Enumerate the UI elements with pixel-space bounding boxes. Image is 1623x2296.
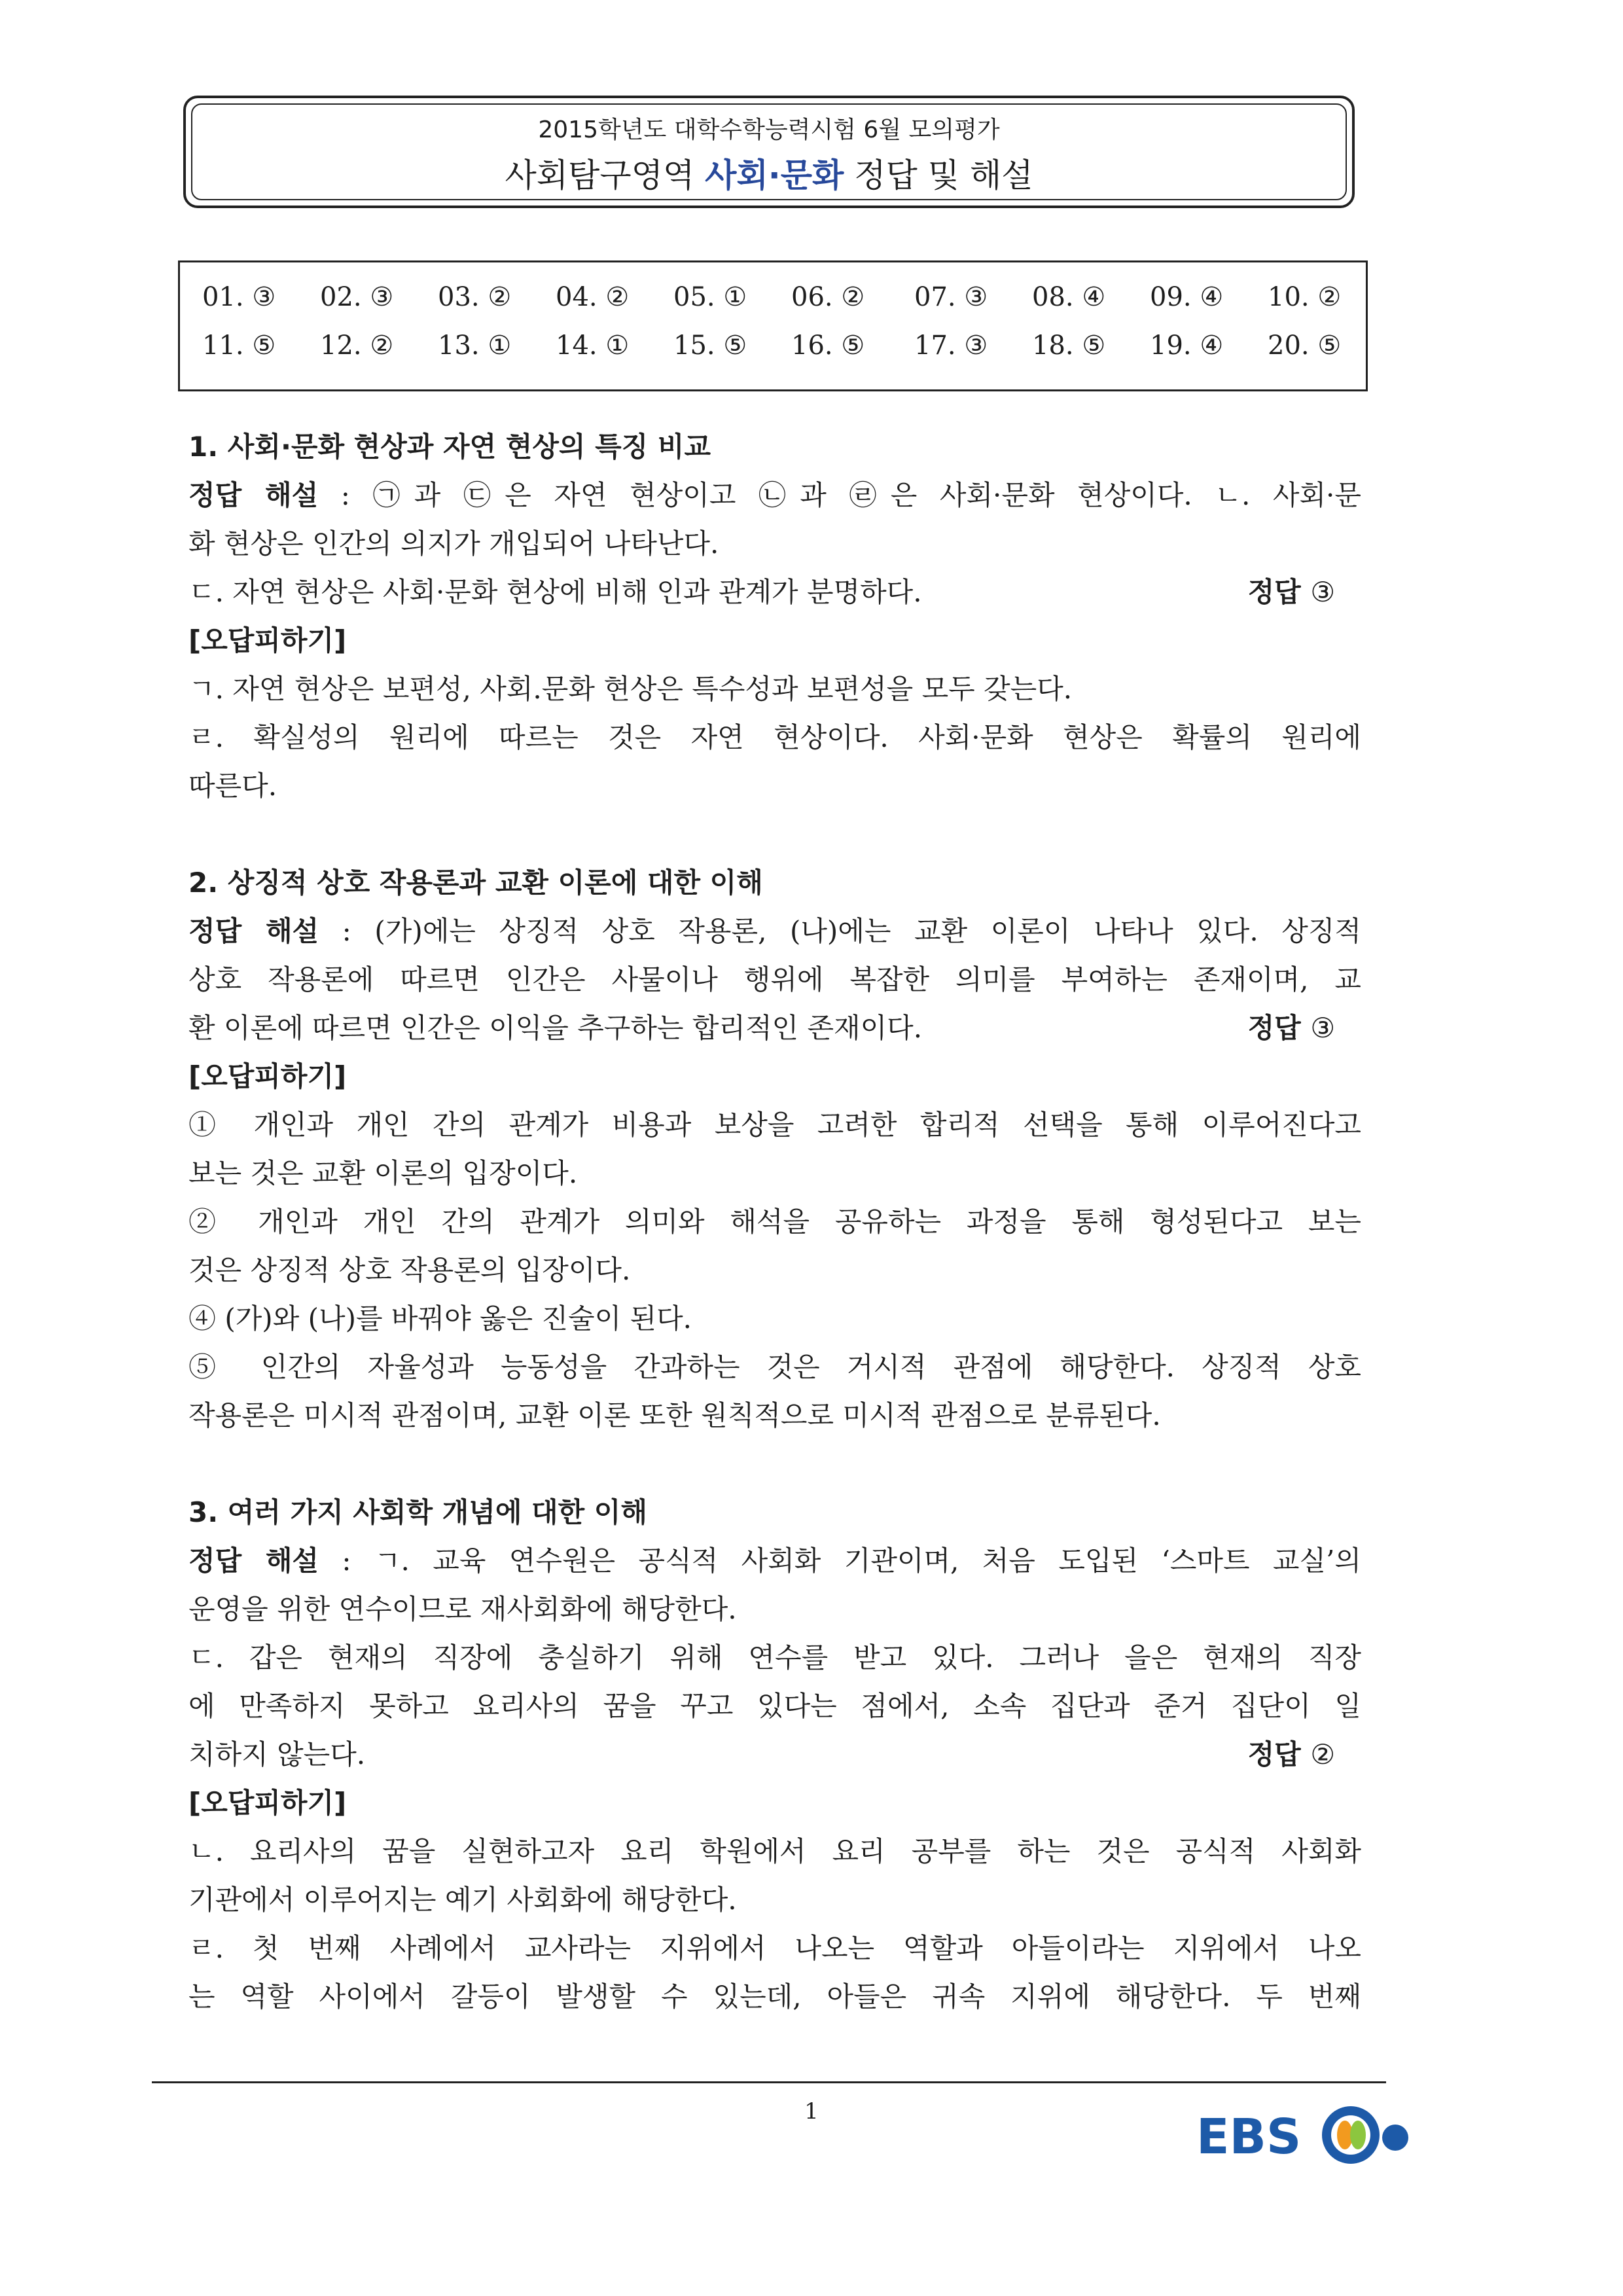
answer-choice: ① — [488, 331, 512, 361]
answer-number: 08. — [1032, 282, 1074, 312]
label-colon: : — [318, 479, 373, 511]
answer-number: 03. — [438, 282, 480, 312]
label-colon: : — [318, 1545, 374, 1577]
answer-number: 14. — [556, 331, 597, 361]
answer-choice: ③ — [252, 282, 276, 312]
question-3-wrong-line: ㄹ. 첫 번째 사례에서 교사라는 지위에서 나오는 역할과 아들이라는 지위에서 나오 — [188, 1932, 1361, 1964]
answer-cell — [556, 331, 629, 361]
answer-number: 12. — [320, 331, 362, 361]
question-1-wrong-line: 따른다. — [188, 770, 277, 802]
answer-choice: ① — [723, 282, 747, 312]
explanation-text: ㄷ. 자연 현상은 사회·문화 현상에 비해 인과 관계가 분명하다. — [188, 576, 922, 608]
answer-cell — [320, 331, 393, 361]
wrong-answer-heading: [오답피하기] — [188, 1787, 347, 1819]
answer-tag — [1248, 1004, 1335, 1052]
answer-cell — [673, 282, 747, 312]
answer-number: 20. — [1268, 331, 1310, 361]
answer-choice: ② — [370, 331, 394, 361]
answer-cell — [202, 282, 276, 312]
footer-divider — [152, 2081, 1386, 2083]
answer-choice: ④ — [1082, 282, 1106, 312]
answer-cell — [202, 331, 276, 361]
answer-choice: ③ — [370, 282, 394, 312]
wrong-answer-heading: [오답피하기] — [188, 624, 347, 656]
answer-number: 04. — [556, 282, 597, 312]
answer-number: 01. — [202, 282, 244, 312]
explanation-text: ㄱ. 교육 연수원은 공식적 사회화 기관이며, 처음 도입된 ‘스마트 교실’의 — [374, 1545, 1361, 1577]
question-3-title: 3. 여러 가지 사회학 개념에 대한 이해 — [188, 1496, 647, 1528]
wrong-answer-heading: [오답피하기] — [188, 1060, 347, 1092]
answer-choice: ⑤ — [1082, 331, 1106, 361]
answer-choice: ④ — [1200, 282, 1224, 312]
question-3-wrong-line: 기관에서 이루어지는 예기 사회화에 해당한다. — [188, 1884, 737, 1916]
answer-cell — [791, 282, 865, 312]
title-prefix: 사회탐구영역 — [505, 156, 705, 194]
answer-number: 07. — [914, 282, 956, 312]
answer-number: 16. — [791, 331, 833, 361]
explanation-text: ㉠과 ㉢은 자연 현상이고 ㉡과 ㉣은 사회·문화 현상이다. ㄴ. 사회·문 — [372, 479, 1361, 511]
question-2-wrong-line: ④ (가)와 (나)를 바꿔야 옳은 진술이 된다. — [188, 1302, 692, 1335]
answer-cell — [1268, 331, 1341, 361]
answer-choice: ① — [605, 331, 630, 361]
spacer — [188, 1440, 1361, 1488]
page-number: 1 — [804, 2098, 819, 2125]
question-1-explanation-line — [188, 471, 1361, 520]
question-2-explanation-line — [188, 1004, 1361, 1052]
explanation-text: 환 이론에 따르면 인간은 이익을 추구하는 합리적인 존재이다. — [188, 1012, 923, 1044]
answer-value: ③ — [1310, 1012, 1335, 1044]
answer-number: 17. — [914, 331, 956, 361]
answer-number: 05. — [673, 282, 715, 312]
answer-choice: ③ — [964, 331, 988, 361]
answer-number: 02. — [320, 282, 362, 312]
answer-choice: ③ — [964, 282, 988, 312]
question-2-wrong-line: 작용론은 미시적 관점이며, 교환 이론 또한 원칙적으로 미시적 관점으로 분류된다. — [188, 1399, 1161, 1431]
answer-table — [178, 260, 1368, 391]
explanation-text: 치하지 않는다. — [188, 1738, 366, 1770]
explanation-content — [188, 423, 1361, 2021]
answer-cell — [791, 331, 865, 361]
answer-choice: ② — [1317, 282, 1342, 312]
document-title — [186, 149, 1352, 196]
explanation-label: 정답 해설 — [188, 915, 319, 947]
question-2-wrong-line: 것은 상징적 상호 작용론의 입장이다. — [188, 1254, 631, 1286]
question-2-wrong-line: 보는 것은 교환 이론의 입장이다. — [188, 1157, 578, 1189]
answer-number: 13. — [438, 331, 480, 361]
question-3-explanation-line — [188, 1537, 1361, 1585]
spacer — [188, 810, 1361, 859]
answer-number: 18. — [1032, 331, 1074, 361]
explanation-label: 정답 해설 — [188, 1545, 319, 1577]
question-2-wrong-line: ⑤ 인간의 자율성과 능동성을 간과하는 것은 거시적 관점에 해당한다. 상징적 상호 — [188, 1351, 1361, 1383]
answer-cell — [914, 331, 988, 361]
answer-choice: ⑤ — [252, 331, 276, 361]
question-3-wrong-line: 는 역할 사이에서 갈등이 발생할 수 있는데, 아들은 귀속 지위에 해당한다. 두 번째 — [188, 1981, 1361, 2013]
answer-label: 정답 — [1247, 1738, 1301, 1770]
question-2-explanation-line — [188, 907, 1361, 956]
answer-row-2 — [202, 331, 1359, 370]
answer-cell — [320, 282, 393, 312]
answer-tag — [1248, 1731, 1335, 1779]
answer-number: 19. — [1150, 331, 1192, 361]
question-1-title: 1. 사회·문화 현상과 자연 현상의 특징 비교 — [188, 431, 711, 463]
answer-cell — [556, 282, 629, 312]
question-1-wrong-line: ㄹ. 확실성의 원리에 따르는 것은 자연 현상이다. 사회·문화 현상은 확률의 원리에 — [188, 721, 1361, 753]
question-3-explanation-line: ㄷ. 갑은 현재의 직장에 충실하기 위해 연수를 받고 있다. 그러나 을은 현재의 직장 — [188, 1641, 1361, 1674]
question-2-explanation-line: 상호 작용론에 따르면 인간은 사물이나 행위에 복잡한 의미를 부여하는 존재이며, 교 — [188, 963, 1361, 996]
question-3-explanation-line: 에 만족하지 못하고 요리사의 꿈을 꾸고 있다는 점에서, 소속 집단과 준거 집단이 일 — [188, 1690, 1361, 1722]
title-box — [183, 96, 1355, 208]
answer-choice: ② — [488, 282, 512, 312]
answer-value: ③ — [1310, 576, 1335, 608]
answer-choice: ② — [841, 282, 865, 312]
question-1-explanation-line: 화 현상은 인간의 의지가 개입되어 나타난다. — [188, 528, 719, 560]
answer-label: 정답 — [1247, 1012, 1301, 1044]
question-3-wrong-line: ㄴ. 요리사의 꿈을 실현하고자 요리 학원에서 요리 공부를 하는 것은 공식적 사회화 — [188, 1835, 1361, 1867]
label-colon: : — [319, 915, 375, 947]
answer-number: 10. — [1268, 282, 1310, 312]
title-subject: 사회·문화 — [705, 156, 844, 194]
answer-choice: ⑤ — [1317, 331, 1342, 361]
answer-choice: ⑤ — [723, 331, 747, 361]
logo-dot — [1382, 2125, 1408, 2151]
answer-cell — [673, 331, 747, 361]
answer-cell — [1150, 331, 1223, 361]
answer-number: 15. — [673, 331, 715, 361]
logo-text: EBS — [1196, 2109, 1302, 2165]
answer-choice: ② — [605, 282, 630, 312]
ebs-logo — [1195, 2096, 1411, 2172]
question-2-title: 2. 상징적 상호 작용론과 교환 이론에 대한 이해 — [188, 867, 763, 899]
logo-green-leaf — [1350, 2121, 1366, 2149]
answer-tag — [1248, 568, 1335, 617]
answer-cell — [1032, 331, 1105, 361]
answer-cell — [438, 282, 511, 312]
question-2-wrong-line: ① 개인과 개인 간의 관계가 비용과 보상을 고려한 합리적 선택을 통해 이루어진다고 — [188, 1109, 1361, 1141]
explanation-label: 정답 해설 — [188, 479, 319, 511]
answer-label: 정답 — [1247, 576, 1301, 608]
question-1-wrong-line: ㄱ. 자연 현상은 보편성, 사회.문화 현상은 특수성과 보편성을 모두 갖는다. — [188, 673, 1073, 705]
answer-cell — [914, 282, 988, 312]
answer-cell — [1150, 282, 1223, 312]
title-suffix: 정답 및 해설 — [844, 156, 1033, 194]
answer-cell — [1032, 282, 1105, 312]
answer-row-1 — [202, 282, 1359, 321]
answer-number: 06. — [791, 282, 833, 312]
question-3-explanation-line: 운영을 위한 연수이므로 재사회화에 해당한다. — [188, 1593, 737, 1625]
answer-value: ② — [1310, 1738, 1335, 1770]
explanation-text: (가)에는 상징적 상호 작용론, (나)에는 교환 이론이 나타나 있다. 상징적 — [374, 915, 1361, 947]
answer-choice: ⑤ — [841, 331, 865, 361]
answer-cell — [1268, 282, 1341, 312]
question-2-wrong-line: ② 개인과 개인 간의 관계가 의미와 해석을 공유하는 과정을 통해 형성된다고 보는 — [188, 1206, 1361, 1238]
question-3-explanation-line — [188, 1731, 1361, 1779]
answer-choice: ④ — [1200, 331, 1224, 361]
exam-title: 2015학년도 대학수학능력시험 6월 모의평가 — [538, 117, 1000, 143]
answer-cell — [438, 331, 511, 361]
answer-number: 11. — [202, 331, 244, 361]
question-1-explanation-line — [188, 568, 1361, 617]
answer-number: 09. — [1150, 282, 1192, 312]
